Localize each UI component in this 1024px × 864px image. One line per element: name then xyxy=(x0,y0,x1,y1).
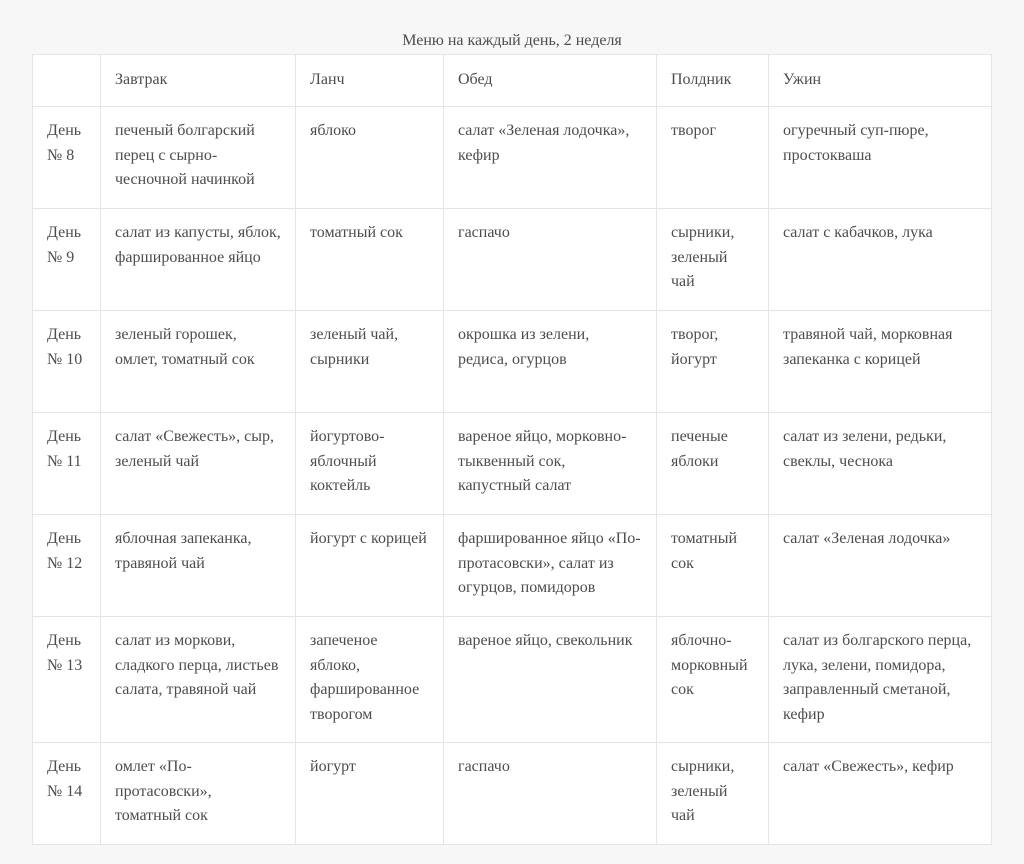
supper-cell: салат «Зеленая лодочка» xyxy=(769,515,992,617)
dinner-cell: окрошка из зелени, редиса, огурцов xyxy=(444,311,657,413)
supper-cell: салат «Свежесть», кефир xyxy=(769,743,992,845)
breakfast-cell: омлет «По-протасовски», томатный сок xyxy=(101,743,296,845)
table-row xyxy=(33,413,992,515)
day-cell: День № 9 xyxy=(33,209,101,311)
table-row xyxy=(33,209,992,311)
breakfast-cell: яблочная запеканка, травяной чай xyxy=(101,515,296,617)
dinner-cell: салат «Зеленая лодочка», кефир xyxy=(444,107,657,209)
snack-cell: творог xyxy=(657,107,769,209)
dinner-cell: вареное яйцо, свекольник xyxy=(444,617,657,743)
breakfast-cell: салат из моркови, сладкого перца, листьев салата, травяной чай xyxy=(101,617,296,743)
header-breakfast: Завтрак xyxy=(101,55,296,107)
lunch-cell: йогурт с корицей xyxy=(296,515,444,617)
dinner-cell: гаспачо xyxy=(444,209,657,311)
lunch-cell: томатный сок xyxy=(296,209,444,311)
lunch-cell: йогуртово-яблочный коктейль xyxy=(296,413,444,515)
lunch-cell: яблоко xyxy=(296,107,444,209)
supper-cell: огуречный суп-пюре, простокваша xyxy=(769,107,992,209)
breakfast-cell: печеный болгарский перец с сырно-чесночной начинкой xyxy=(101,107,296,209)
snack-cell: сырники, зеленый чай xyxy=(657,209,769,311)
day-cell: День № 10 xyxy=(33,311,101,413)
supper-cell: салат из болгарского перца, лука, зелени, помидора, заправленный сметаной, кефир xyxy=(769,617,992,743)
table-row xyxy=(33,107,992,209)
dinner-cell: гаспачо xyxy=(444,743,657,845)
day-cell: День № 11 xyxy=(33,413,101,515)
day-cell: День № 12 xyxy=(33,515,101,617)
day-cell: День № 13 xyxy=(33,617,101,743)
supper-cell: травяной чай, морковная запеканка с корицей xyxy=(769,311,992,413)
table-caption: Меню на каждый день, 2 неделя xyxy=(402,32,622,49)
supper-cell: салат из зелени, редьки, свеклы, чеснока xyxy=(769,413,992,515)
table-row xyxy=(33,311,992,413)
header-day xyxy=(33,55,101,107)
lunch-cell: йогурт xyxy=(296,743,444,845)
header-snack: Полдник xyxy=(657,55,769,107)
day-cell: День № 14 xyxy=(33,743,101,845)
supper-cell: салат с кабачков, лука xyxy=(769,209,992,311)
table-row xyxy=(33,515,992,617)
table-row xyxy=(33,743,992,845)
header-dinner: Обед xyxy=(444,55,657,107)
breakfast-cell: салат из капусты, яблок, фаршированное яйцо xyxy=(101,209,296,311)
header-lunch: Ланч xyxy=(296,55,444,107)
lunch-cell: запеченое яблоко, фаршированное творогом xyxy=(296,617,444,743)
breakfast-cell: зеленый горошек, омлет, томатный сок xyxy=(101,311,296,413)
snack-cell: сырники, зеленый чай xyxy=(657,743,769,845)
snack-cell: творог, йогурт xyxy=(657,311,769,413)
day-cell: День № 8 xyxy=(33,107,101,209)
lunch-cell: зеленый чай, сырники xyxy=(296,311,444,413)
snack-cell: томатный сок xyxy=(657,515,769,617)
dinner-cell: вареное яйцо, морковно-тыквенный сок, капустный салат xyxy=(444,413,657,515)
breakfast-cell: салат «Свежесть», сыр, зеленый чай xyxy=(101,413,296,515)
dinner-cell: фаршированное яйцо «По-протасовски», салат из огурцов, помидоров xyxy=(444,515,657,617)
menu-table xyxy=(32,54,992,845)
table-row xyxy=(33,617,992,743)
header-supper: Ужин xyxy=(769,55,992,107)
header-row xyxy=(33,55,992,107)
snack-cell: печеные яблоки xyxy=(657,413,769,515)
snack-cell: яблочно-морковный сок xyxy=(657,617,769,743)
